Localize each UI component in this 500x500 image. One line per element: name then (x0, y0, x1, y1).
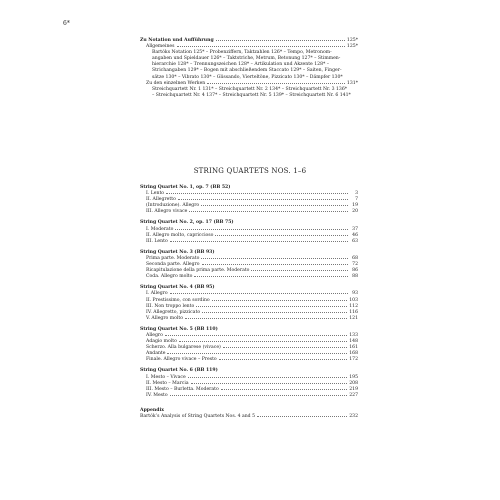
movement-label: Finale. Allegro vivace – Presto (146, 357, 217, 363)
quartet-section (140, 250, 358, 280)
page-ref: 37 (352, 226, 358, 232)
movement-label: I. Mesto – Vivace (146, 374, 186, 380)
toc-entry (140, 414, 358, 420)
leader-dots (189, 211, 348, 212)
movement-label: Adagio molto (146, 339, 177, 345)
page-ref: 93 (352, 291, 358, 297)
quartets-toc (140, 185, 358, 420)
entry-text-line: Strichangaben 129* – Bogen mit abschließendem Staccato 129* – Saiten, Finger- (152, 68, 342, 74)
page-ref: 46 (352, 232, 358, 238)
entry-text-line: Bartóks Notation 125* – Probenziffern, Taktzahlen 126* – Tempo, Metronom- (152, 50, 332, 56)
movement-label: IV. Mesto (146, 392, 168, 398)
leader-dots (167, 353, 347, 354)
section-title: String Quartet No. 5 (BB 110) (140, 326, 218, 332)
leader-dots (179, 341, 347, 342)
appendix-section (140, 408, 358, 420)
page-ref: 116 (349, 309, 358, 315)
leader-dots (191, 383, 348, 384)
movement-label: II. Prestissimo, con sordino (146, 297, 210, 303)
entry-text-line: hierarchie 128* – Trennungszeichen 128* – Artikulation und Akzente 128* – (152, 62, 330, 68)
appendix-entry-label: Bartók’s Analysis of String Quartets Nos. 4 and 5 (140, 414, 256, 419)
entry-text-line: – Streichquartett Nr. 4 137* – Streichquartett Nr. 5 139* – Streichquartett Nr. 6 141* (152, 92, 351, 98)
movement-label: Ricapitulazione della prima parte. Moderato (146, 268, 250, 274)
subsection-title: Zu den einzelnen Werken (146, 80, 206, 86)
toc-entry (140, 239, 358, 245)
quartet-section (140, 368, 358, 398)
leader-dots (170, 241, 348, 242)
page-ref: 195 (349, 374, 358, 380)
movement-label: III. Allegro vivace (146, 209, 188, 215)
movement-label: Andante (146, 351, 166, 357)
page-ref: 121 (349, 315, 358, 321)
leader-dots (251, 270, 348, 271)
movement-label: II. Mesto – Marcia (146, 380, 189, 386)
section-title: String Quartet No. 4 (BB 95) (140, 285, 215, 291)
movement-label: III. Lento (146, 238, 168, 244)
movement-label: III. Mesto – Burletta. Moderato (146, 386, 219, 392)
page-ref: 7 (355, 197, 358, 203)
section-title: String Quartet No. 3 (BB 93) (140, 249, 215, 255)
page-number: 6* (63, 20, 70, 27)
leader-dots (194, 276, 348, 277)
page-heading: STRING QUARTETS NOS. 1–6 (193, 167, 307, 175)
section-title: Appendix (140, 407, 164, 413)
leader-dots (170, 395, 348, 396)
movement-label: Scherzo. Alla bulgarese (vivace) (146, 345, 221, 351)
movement-label: Allegro (146, 332, 163, 338)
entry-text-line: angaben und Spieldauer 126* – Taktstriche, Metrum, Betonung 127* – Stimmen- (152, 56, 341, 62)
leader-dots (219, 359, 348, 360)
front-matter-toc (140, 38, 358, 99)
page-ref: 168 (349, 351, 358, 357)
leader-dots (178, 199, 348, 200)
movement-label: II. Allegro molto, capriccioso (146, 232, 214, 238)
page-ref: 208 (349, 380, 358, 386)
leader-dots (215, 235, 348, 236)
page-ref: 133 (349, 332, 358, 338)
page-ref: 63 (352, 238, 358, 244)
page-ref: 112 (349, 303, 358, 309)
page-ref: 86 (352, 268, 358, 274)
page-ref: 103 (349, 297, 358, 303)
movement-label: Seconda parte. Allegro (146, 262, 200, 268)
leader-dots (185, 318, 347, 319)
page-ref: 20 (352, 209, 358, 215)
toc-entry (140, 209, 358, 215)
page-ref: 131* (346, 80, 358, 86)
quartet-section (140, 285, 358, 322)
movement-label: II. Allegretto (146, 197, 176, 203)
entry-text-line: Streichquartett Nr. 1 131* – Streichquartett Nr. 2 134* – Streichquartett Nr. 3 136* (152, 86, 348, 92)
movement-label: I. Moderato (146, 226, 174, 232)
leader-dots (170, 293, 348, 294)
toc-entry (140, 393, 358, 399)
section-title: String Quartet No. 6 (BB 119) (140, 368, 218, 374)
page-ref: 3 (355, 191, 358, 197)
page-ref: 172 (349, 357, 358, 363)
entry-text-line: sätze 130* – Vibrato 130* – Glissando, Vierteltöne, Pizzicato 130* – Dämpfer 130* (152, 74, 343, 80)
toc-entry (140, 357, 358, 363)
page-ref: 88 (352, 274, 358, 280)
leader-dots (177, 46, 345, 47)
leader-dots (175, 229, 348, 230)
leader-dots (166, 193, 348, 194)
movement-label: I. Lento (146, 191, 165, 197)
leader-dots (216, 40, 345, 41)
page-ref: 219 (349, 386, 358, 392)
leader-dots (165, 335, 347, 336)
leader-dots (201, 205, 348, 206)
quartet-section (140, 220, 358, 244)
quartet-section (140, 327, 358, 364)
page-ref: 19 (352, 203, 358, 209)
section-title: Zu Notation und Aufführung (140, 38, 214, 43)
leader-dots (202, 312, 347, 313)
movement-label: I. Allegro (146, 291, 168, 297)
movement-label: V. Allegro molto (146, 315, 183, 321)
leader-dots (212, 300, 348, 301)
leader-dots (201, 258, 348, 259)
movement-label: IV. Allegretto, pizzicato (146, 309, 201, 315)
page-ref: 161 (349, 345, 358, 351)
quartet-section (140, 185, 358, 215)
movement-label: Prima parte. Moderato (146, 255, 200, 261)
page-ref: 125* (346, 44, 358, 50)
leader-dots (188, 377, 348, 378)
movement-label: III. Non troppo lento (146, 303, 195, 309)
leader-dots (223, 347, 347, 348)
leader-dots (221, 389, 348, 390)
page-ref: 232 (349, 414, 358, 419)
leader-dots (257, 416, 347, 417)
page-ref: 227 (349, 392, 358, 398)
movement-label: (Introduzione). Allegro (146, 203, 200, 209)
page-ref: 125* (346, 38, 358, 43)
leader-dots (196, 306, 347, 307)
page-ref: 148 (349, 339, 358, 345)
page-ref: 68 (352, 255, 358, 261)
movement-label: Coda. Allegro molto (146, 274, 193, 280)
section-title: String Quartet No. 1, op. 7 (BB 52) (140, 185, 231, 190)
toc-entry (140, 274, 358, 280)
subsection-title: Allgemeines (146, 44, 175, 50)
leader-dots (202, 264, 348, 265)
toc-entry (140, 316, 358, 322)
leader-dots (207, 83, 345, 84)
section-title: String Quartet No. 2, op. 17 (BB 75) (140, 220, 234, 226)
page-ref: 72 (352, 262, 358, 268)
